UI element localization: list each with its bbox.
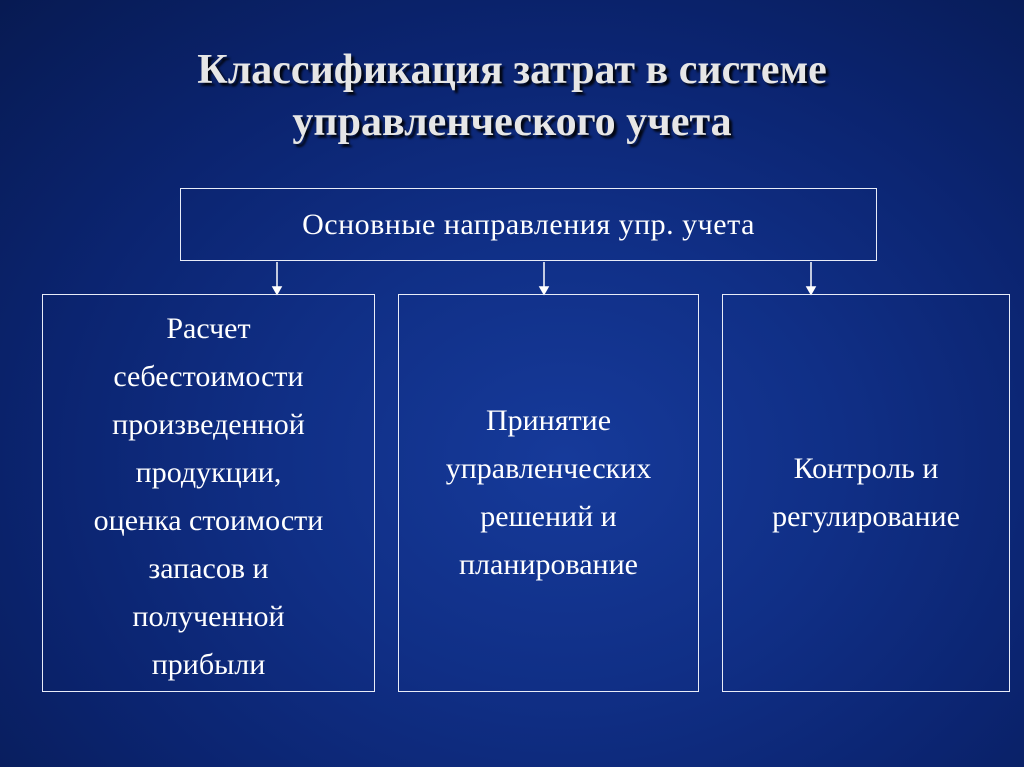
cost-calculation-text: Расчет себестоимости произведенной продукции, оценка стоимости запасов и полученной прибыли [93,312,324,681]
control-regulation-text: Контроль и регулирование [772,452,960,533]
decision-making-box [398,294,699,692]
main-directions-label: Основные направления упр. учета [302,207,755,241]
control-regulation-box [722,294,1010,692]
arrowhead-right [807,287,815,294]
slide-title-text: Классификация затрат в системе управленческого учета [197,47,827,145]
cost-calculation-box [42,294,375,692]
arrowhead-left [273,287,281,294]
decision-making-text: Принятие управленческих решений и планирование [445,404,652,581]
arrowhead-middle [540,287,548,294]
